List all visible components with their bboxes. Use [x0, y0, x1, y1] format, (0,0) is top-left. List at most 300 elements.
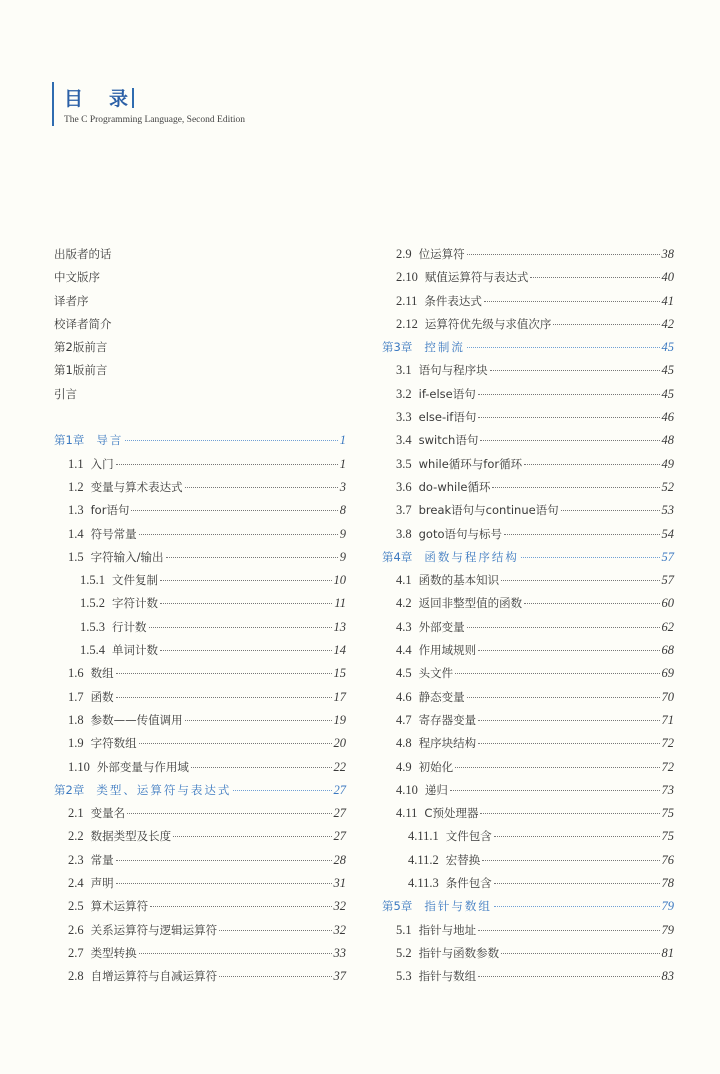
- entry-number: 3.2: [396, 386, 412, 401]
- entry-title: switch语句: [418, 433, 479, 448]
- entry-number: 4.5: [396, 666, 412, 681]
- header-accent-bar: [52, 82, 54, 126]
- entry-number: 2.3: [68, 852, 84, 867]
- entry-title: break语句与continue语句: [418, 503, 559, 518]
- dot-leader: [530, 277, 659, 278]
- entry-number: 1.10: [68, 759, 90, 774]
- entry-title: 入门: [90, 456, 114, 471]
- entry-number: 3.5: [396, 456, 412, 471]
- toc-section-entry[interactable]: [54, 499, 346, 522]
- entry-number: 第3章: [382, 340, 413, 355]
- toc-section-entry[interactable]: [382, 383, 674, 406]
- toc-section-entry[interactable]: [54, 662, 346, 685]
- toc-section-entry[interactable]: [382, 872, 674, 895]
- page-number: 27: [333, 806, 346, 821]
- dot-leader: [127, 813, 331, 814]
- toc-section-entry[interactable]: [54, 546, 346, 569]
- entry-number: 3.6: [396, 479, 412, 494]
- entry-title: 宏替换: [445, 852, 481, 867]
- entry-number: 1.2: [68, 479, 84, 494]
- entry-title: 返回非整型值的函数: [418, 596, 523, 611]
- dot-leader: [116, 464, 338, 465]
- toc-left-column: [54, 243, 346, 989]
- page-number: 31: [333, 876, 346, 891]
- entry-number: 2.4: [68, 876, 84, 891]
- entry-number: 5.2: [396, 945, 412, 960]
- page-number: 72: [661, 759, 674, 774]
- entry-title: 算术运算符: [90, 899, 149, 914]
- toc-section-entry[interactable]: [382, 756, 674, 779]
- entry-number: 1.5.4: [80, 643, 105, 658]
- section-spacer: [54, 406, 346, 429]
- entry-title: 引言: [54, 386, 77, 401]
- dot-leader: [494, 906, 660, 907]
- entry-number: 1.8: [68, 712, 84, 727]
- entry-number: 2.10: [396, 270, 418, 285]
- toc-section-entry[interactable]: [382, 825, 674, 848]
- page-number: 28: [333, 852, 346, 867]
- title-char-2: 录: [109, 88, 129, 110]
- entry-number: 4.2: [396, 596, 412, 611]
- toc-section-entry[interactable]: [382, 639, 674, 662]
- dot-leader: [149, 627, 332, 628]
- toc-section-entry[interactable]: [382, 849, 674, 872]
- toc-section-entry[interactable]: [54, 453, 346, 476]
- entry-title: 数据类型及长度: [90, 829, 172, 844]
- entry-title: 外部变量: [418, 619, 465, 634]
- entry-title: 数组: [90, 666, 114, 681]
- entry-number: 2.6: [68, 922, 84, 937]
- entry-title: 字符输入/输出: [90, 549, 164, 564]
- entry-title: goto语句与标号: [418, 526, 503, 541]
- entry-title: 类型、运算符与表达式: [96, 782, 232, 797]
- dot-leader: [173, 836, 331, 837]
- page-number: 49: [661, 456, 674, 471]
- toc-section-entry[interactable]: [382, 406, 674, 429]
- page-number: 68: [661, 643, 674, 658]
- entry-title: 控制流: [424, 340, 465, 355]
- dot-leader: [553, 324, 659, 325]
- dot-leader: [467, 347, 660, 348]
- toc-section-entry[interactable]: [382, 709, 674, 732]
- title-char-1: 目: [64, 88, 84, 110]
- page-number: 3: [339, 479, 346, 494]
- page-number: 19: [333, 712, 346, 727]
- page-number: 46: [661, 410, 674, 425]
- toc-section-entry[interactable]: [382, 662, 674, 685]
- entry-title: 文件包含: [445, 829, 492, 844]
- dot-leader: [139, 953, 332, 954]
- dot-leader: [131, 510, 337, 511]
- entry-title: 第2版前言: [54, 340, 108, 355]
- page-number: 60: [661, 596, 674, 611]
- dot-leader: [504, 534, 659, 535]
- page-number: 17: [333, 689, 346, 704]
- toc-chapter-entry[interactable]: [382, 895, 674, 918]
- entry-title: 头文件: [418, 666, 454, 681]
- entry-number: 4.11.3: [408, 876, 439, 891]
- toc-section-entry[interactable]: [54, 569, 346, 592]
- entry-number: 2.11: [396, 293, 418, 308]
- entry-title: while循环与for循环: [418, 456, 523, 471]
- front-matter-list: [54, 243, 346, 406]
- entry-title: 作用域规则: [418, 643, 477, 658]
- dot-leader: [524, 464, 659, 465]
- page-number: 75: [661, 829, 674, 844]
- entry-title: C预处理器: [424, 806, 479, 821]
- entry-title: 常量: [90, 852, 114, 867]
- toc-chapter-entry[interactable]: [54, 429, 346, 452]
- dot-leader: [116, 883, 332, 884]
- entry-number: 1.5.2: [80, 596, 105, 611]
- toc-section-entry[interactable]: [382, 243, 674, 266]
- dot-leader: [467, 697, 660, 698]
- page-number: 27: [333, 782, 346, 797]
- dot-leader: [478, 394, 660, 395]
- dot-leader: [561, 510, 660, 511]
- toc-section-entry[interactable]: [54, 709, 346, 732]
- dot-leader: [160, 650, 332, 651]
- dot-leader: [492, 487, 659, 488]
- toc-section-entry[interactable]: [382, 429, 674, 452]
- entry-number: 4.4: [396, 643, 412, 658]
- toc-section-entry[interactable]: [382, 453, 674, 476]
- toc-section-entry[interactable]: [54, 756, 346, 779]
- entry-title: 导言: [96, 433, 124, 448]
- toc-section-entry[interactable]: [54, 592, 346, 615]
- entry-title: 静态变量: [418, 689, 465, 704]
- right-entries-list: [382, 243, 674, 989]
- entry-number: 第4章: [382, 549, 413, 564]
- dot-leader: [125, 440, 337, 441]
- entry-title: 指针与地址: [418, 922, 477, 937]
- toc-front-matter-item[interactable]: [54, 266, 346, 289]
- dot-leader: [478, 976, 659, 977]
- entry-number: 1.5.1: [80, 573, 105, 588]
- page-number: 57: [661, 549, 674, 564]
- entry-number: 1.4: [68, 526, 84, 541]
- entry-number: 3.8: [396, 526, 412, 541]
- dot-leader: [467, 627, 660, 628]
- entry-number: 3.3: [396, 410, 412, 425]
- toc-section-entry[interactable]: [382, 732, 674, 755]
- dot-leader: [478, 650, 659, 651]
- toc-section-entry[interactable]: [54, 872, 346, 895]
- entry-number: 4.9: [396, 759, 412, 774]
- toc-section-entry[interactable]: [382, 965, 674, 988]
- toc-chapter-entry[interactable]: [382, 546, 674, 569]
- dot-leader: [482, 860, 659, 861]
- page-number: 9: [339, 526, 346, 541]
- title-divider: [132, 88, 134, 108]
- entry-number: 4.3: [396, 619, 412, 634]
- entry-title: 寄存器变量: [418, 712, 477, 727]
- left-entries-list: [54, 429, 346, 988]
- toc-section-entry[interactable]: [54, 802, 346, 825]
- toc-section-entry[interactable]: [382, 359, 674, 382]
- toc-section-entry[interactable]: [382, 569, 674, 592]
- entry-title: 指针与数组: [418, 969, 477, 984]
- page-number: 45: [661, 340, 674, 355]
- dot-leader: [116, 673, 332, 674]
- entry-title: 语句与程序块: [418, 363, 488, 378]
- entry-number: 2.9: [396, 247, 412, 261]
- dot-leader: [185, 487, 338, 488]
- entry-title: 条件表达式: [424, 293, 482, 308]
- toc-section-entry[interactable]: [382, 592, 674, 615]
- entry-title: 递归: [424, 782, 448, 797]
- entry-title: 程序块结构: [418, 736, 477, 751]
- entry-number: 4.11: [396, 806, 418, 821]
- toc-front-matter-item[interactable]: [54, 336, 346, 359]
- entry-title: 译者序: [54, 293, 89, 308]
- toc-front-matter-item[interactable]: [54, 313, 346, 336]
- entry-title: 外部变量与作用域: [96, 759, 189, 774]
- dot-leader: [139, 743, 332, 744]
- page-number: 40: [661, 270, 674, 285]
- toc-section-entry[interactable]: [54, 849, 346, 872]
- toc-front-matter-item[interactable]: [54, 290, 346, 313]
- toc-section-entry[interactable]: [382, 523, 674, 546]
- page-number: 45: [661, 363, 674, 378]
- page-number: 78: [661, 876, 674, 891]
- entry-number: 5.1: [396, 922, 412, 937]
- entry-title: do-while循环: [418, 479, 491, 494]
- toc-section-entry[interactable]: [382, 802, 674, 825]
- entry-title: 赋值运算符与表达式: [424, 270, 529, 285]
- page-number: 42: [661, 316, 674, 331]
- entry-number: 2.8: [68, 969, 84, 984]
- entry-number: 2.12: [396, 316, 418, 331]
- dot-leader: [450, 790, 660, 791]
- page-number: 81: [661, 945, 674, 960]
- toc-front-matter-item[interactable]: [54, 359, 346, 382]
- entry-title: 校译者简介: [54, 316, 112, 331]
- dot-leader: [490, 370, 660, 371]
- toc-front-matter-item[interactable]: [54, 243, 346, 266]
- entry-number: 4.11.2: [408, 852, 439, 867]
- toc-section-entry[interactable]: [54, 965, 346, 988]
- dot-leader: [166, 557, 338, 558]
- entry-number: 第5章: [382, 899, 413, 914]
- page-number: 8: [339, 503, 346, 518]
- toc-section-entry[interactable]: [54, 523, 346, 546]
- page-number: 13: [333, 619, 346, 634]
- entry-title: if-else语句: [418, 386, 476, 401]
- entry-number: 第1章: [54, 433, 85, 448]
- dot-leader: [467, 254, 660, 255]
- entry-number: 1.1: [68, 456, 84, 471]
- toc-right-column: [382, 243, 674, 989]
- page-number: 54: [661, 526, 674, 541]
- entry-title: 条件包含: [445, 876, 492, 891]
- entry-title: 变量名: [90, 806, 126, 821]
- entry-number: 4.11.1: [408, 829, 439, 844]
- entry-number: 4.1: [396, 573, 412, 588]
- dot-leader: [116, 860, 332, 861]
- dot-leader: [494, 883, 660, 884]
- toc-section-entry[interactable]: [382, 476, 674, 499]
- page-number: 70: [661, 689, 674, 704]
- entry-title: 中文版序: [54, 270, 100, 285]
- entry-number: 1.5: [68, 549, 84, 564]
- page-number: 52: [661, 479, 674, 494]
- toc-section-entry[interactable]: [54, 639, 346, 662]
- page-number: 1: [339, 433, 346, 448]
- entry-title: 参数——传值调用: [90, 712, 183, 727]
- page-number: 22: [333, 759, 346, 774]
- entry-title: 初始化: [418, 759, 454, 774]
- page-title: [64, 84, 134, 111]
- page-number: 69: [661, 666, 674, 681]
- dot-leader: [484, 301, 660, 302]
- toc-chapter-entry[interactable]: [54, 779, 346, 802]
- toc-section-entry[interactable]: [54, 895, 346, 918]
- page-number: 75: [661, 806, 674, 821]
- page-number: 45: [661, 386, 674, 401]
- page-number: 53: [661, 503, 674, 518]
- toc-section-entry[interactable]: [54, 942, 346, 965]
- entry-title: 函数: [90, 689, 114, 704]
- entry-title: 出版者的话: [54, 247, 112, 261]
- page-number: 14: [333, 643, 346, 658]
- entry-title: 类型转换: [90, 945, 137, 960]
- page-number: 83: [661, 969, 674, 984]
- entry-title: else-if语句: [418, 410, 477, 425]
- entry-number: 4.6: [396, 689, 412, 704]
- dot-leader: [494, 836, 660, 837]
- dot-leader: [521, 557, 660, 558]
- dot-leader: [160, 603, 332, 604]
- entry-title: 自增运算符与自减运算符: [90, 969, 218, 984]
- toc-section-entry[interactable]: [54, 616, 346, 639]
- dot-leader: [524, 603, 659, 604]
- entry-number: 3.1: [396, 363, 412, 378]
- toc-section-entry[interactable]: [54, 919, 346, 942]
- toc-section-entry[interactable]: [382, 313, 674, 336]
- entry-number: 1.9: [68, 736, 84, 751]
- toc-section-entry[interactable]: [54, 476, 346, 499]
- page-number: 20: [333, 736, 346, 751]
- entry-title: 文件复制: [112, 573, 158, 588]
- page-number: 15: [333, 666, 346, 681]
- dot-leader: [478, 720, 659, 721]
- entry-title: 运算符优先级与求值次序: [424, 316, 552, 331]
- entry-number: 4.10: [396, 782, 418, 797]
- page-number: 73: [661, 782, 674, 797]
- page-number: 27: [333, 829, 346, 844]
- entry-title: 变量与算术表达式: [90, 479, 183, 494]
- page-number: 79: [661, 922, 674, 937]
- dot-leader: [160, 580, 332, 581]
- dot-leader: [219, 930, 331, 931]
- dot-leader: [478, 930, 659, 931]
- dot-leader: [478, 417, 659, 418]
- page-number: 38: [661, 247, 674, 261]
- dot-leader: [501, 580, 659, 581]
- dot-leader: [455, 767, 659, 768]
- page-number: 48: [661, 433, 674, 448]
- entry-number: 4.7: [396, 712, 412, 727]
- entry-number: 5.3: [396, 969, 412, 984]
- page-number: 41: [661, 293, 674, 308]
- entry-number: 1.5.3: [80, 619, 105, 634]
- entry-number: 2.1: [68, 806, 84, 821]
- entry-number: 2.2: [68, 829, 84, 844]
- entry-title: 字符数组: [90, 736, 137, 751]
- toc-chapter-entry[interactable]: [382, 336, 674, 359]
- dot-leader: [455, 673, 659, 674]
- book-subtitle: The C Programming Language, Second Edition: [64, 115, 245, 125]
- entry-number: 3.4: [396, 433, 412, 448]
- page-number: 76: [661, 852, 674, 867]
- entry-title: 指针与数组: [424, 899, 492, 914]
- toc-front-matter-item[interactable]: [54, 383, 346, 406]
- entry-title: 函数的基本知识: [418, 573, 500, 588]
- toc-section-entry[interactable]: [382, 616, 674, 639]
- dot-leader: [480, 440, 659, 441]
- toc-section-entry[interactable]: [54, 686, 346, 709]
- dot-leader: [480, 813, 659, 814]
- toc-section-entry[interactable]: [382, 942, 674, 965]
- entry-title: 声明: [90, 876, 114, 891]
- toc-section-entry[interactable]: [382, 266, 674, 289]
- entry-title: 单词计数: [112, 643, 158, 658]
- toc-section-entry[interactable]: [54, 825, 346, 848]
- page-number: 11: [334, 596, 346, 611]
- page-number: 32: [333, 922, 346, 937]
- toc-section-entry[interactable]: [54, 732, 346, 755]
- toc-section-entry[interactable]: [382, 290, 674, 313]
- page-number: 1: [339, 456, 346, 471]
- toc-section-entry[interactable]: [382, 499, 674, 522]
- dot-leader: [219, 976, 331, 977]
- entry-title: 指针与函数参数: [418, 945, 500, 960]
- page-number: 62: [661, 619, 674, 634]
- entry-number: 1.6: [68, 666, 84, 681]
- entry-number: 1.7: [68, 689, 84, 704]
- page-number: 71: [661, 712, 674, 727]
- entry-title: for语句: [90, 503, 130, 518]
- page-number: 37: [333, 969, 346, 984]
- entry-number: 3.7: [396, 503, 412, 518]
- entry-number: 4.8: [396, 736, 412, 751]
- page-number: 79: [661, 899, 674, 914]
- toc-section-entry[interactable]: [382, 779, 674, 802]
- dot-leader: [150, 906, 331, 907]
- dot-leader: [233, 790, 331, 791]
- entry-number: 2.5: [68, 899, 84, 914]
- entry-title: 关系运算符与逻辑运算符: [90, 922, 218, 937]
- page-number: 33: [333, 945, 346, 960]
- page-number: 10: [333, 573, 346, 588]
- entry-number: 2.7: [68, 945, 84, 960]
- toc-section-entry[interactable]: [382, 686, 674, 709]
- entry-title: 位运算符: [418, 247, 465, 261]
- page-number: 72: [661, 736, 674, 751]
- page-number: 57: [661, 573, 674, 588]
- dot-leader: [116, 697, 332, 698]
- toc-section-entry[interactable]: [382, 919, 674, 942]
- entry-title: 函数与程序结构: [424, 549, 519, 564]
- dot-leader: [139, 534, 338, 535]
- entry-number: 1.3: [68, 503, 84, 518]
- dot-leader: [501, 953, 659, 954]
- dot-leader: [191, 767, 332, 768]
- entry-number: 第2章: [54, 782, 85, 797]
- entry-title: 符号常量: [90, 526, 137, 541]
- page-number: 9: [339, 549, 346, 564]
